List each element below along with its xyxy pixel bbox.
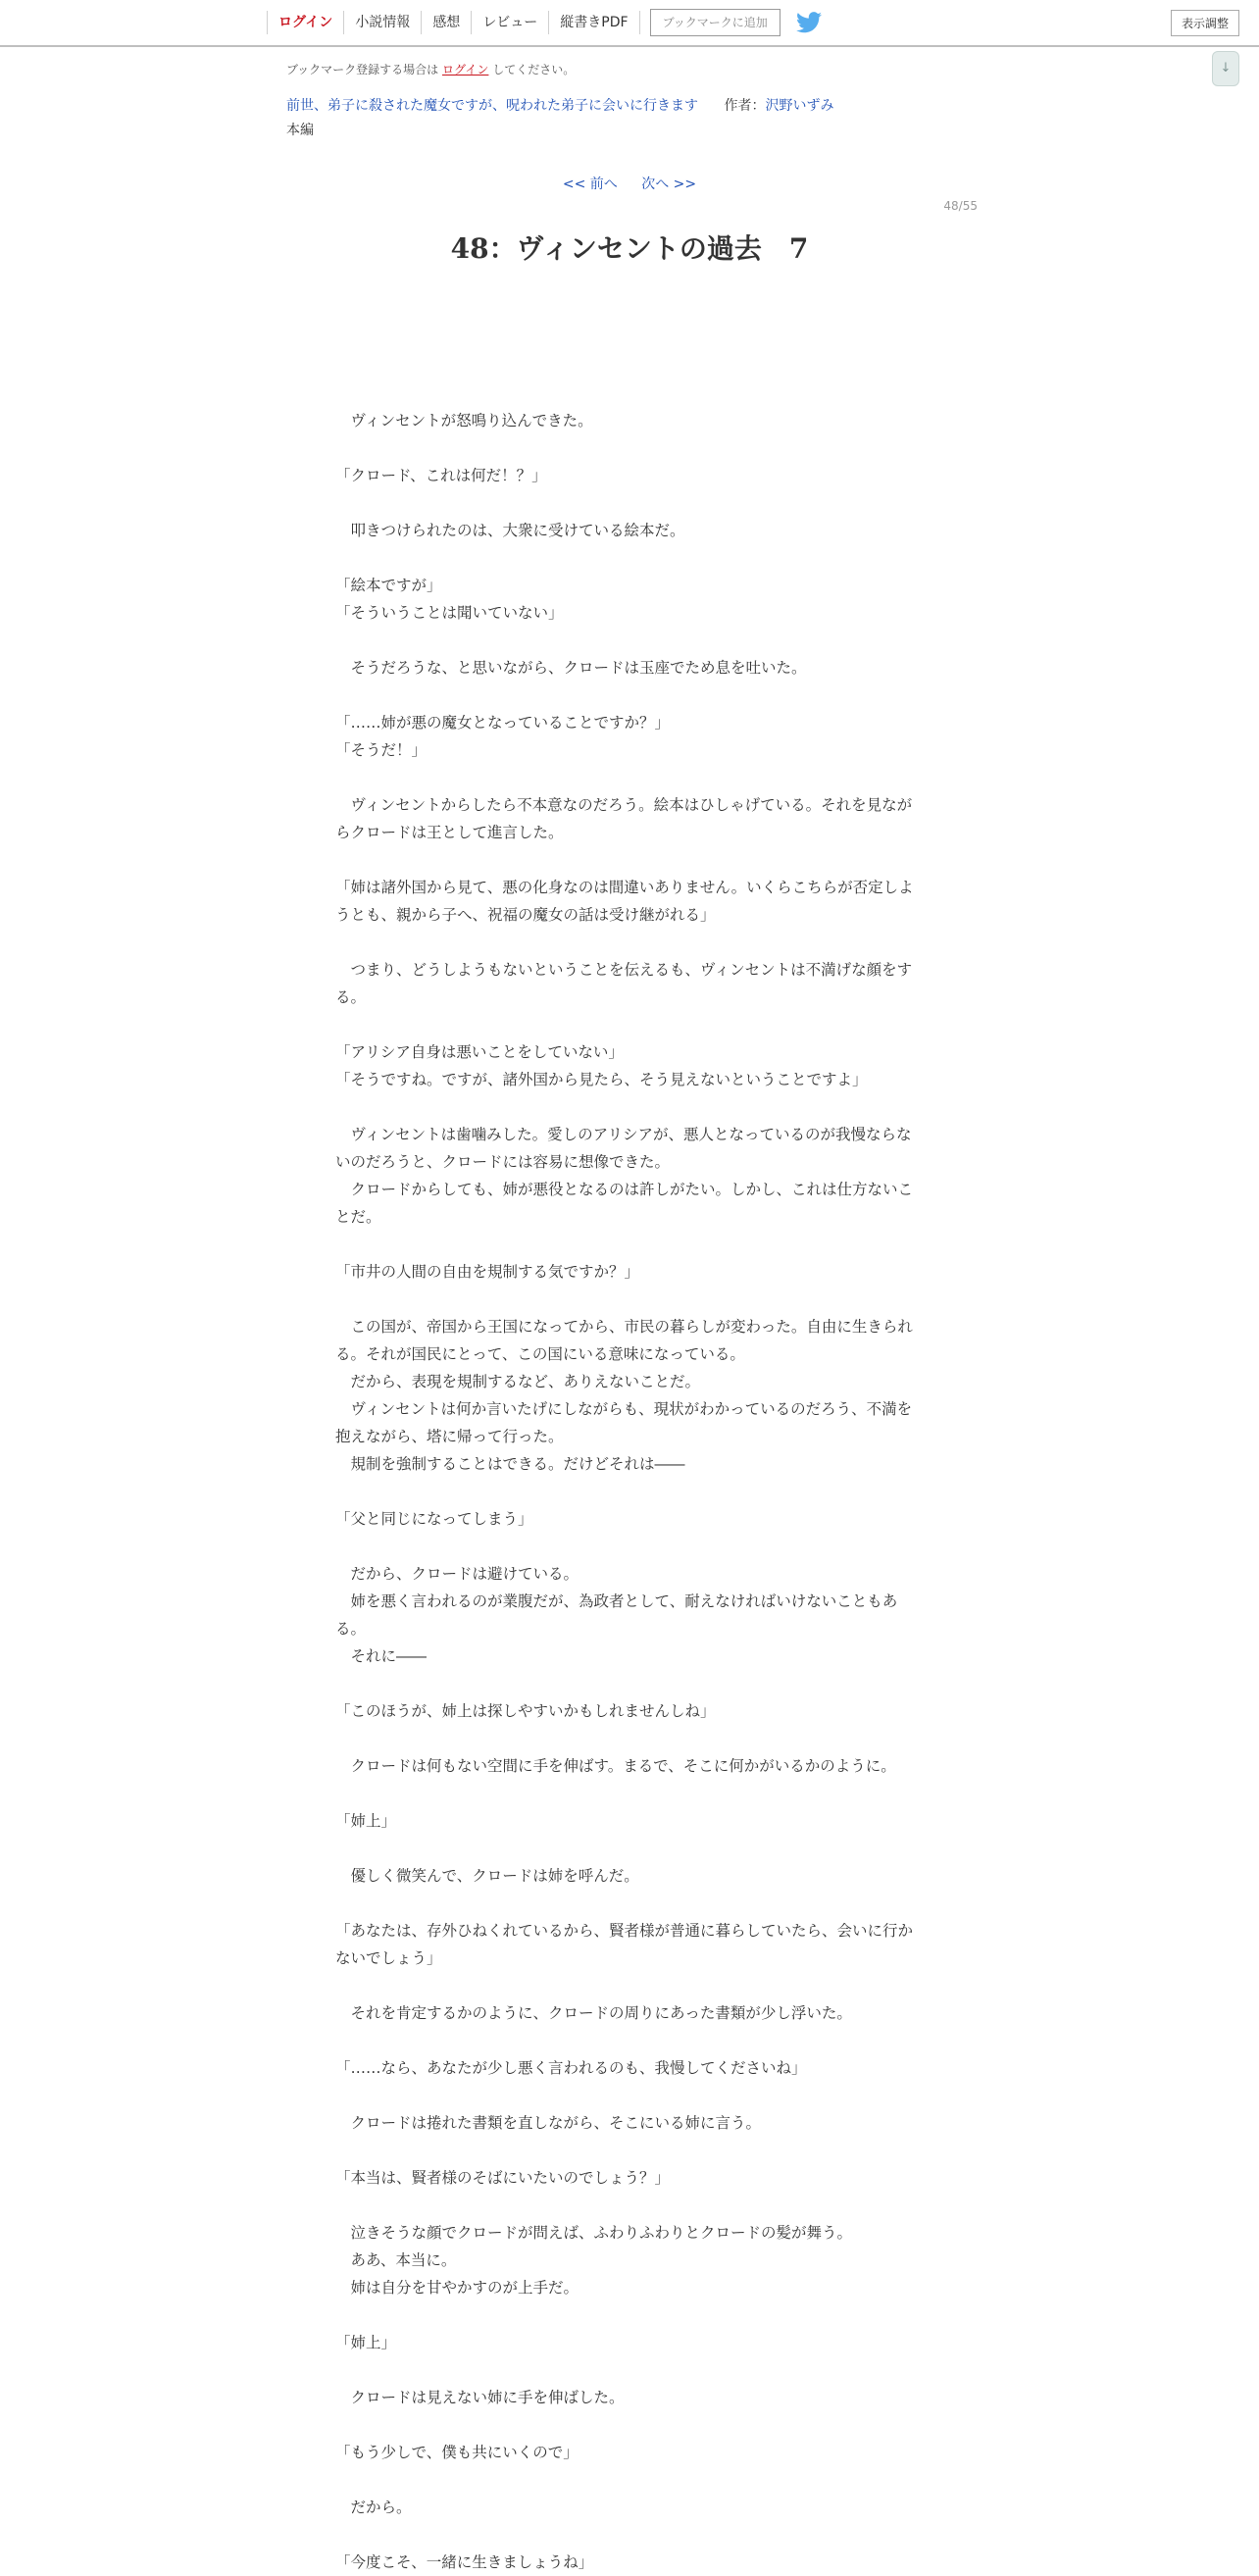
body-paragraph: 叩きつけられたのは、大衆に受けている絵本だ。: [335, 522, 685, 539]
body-paragraph: 「クロード、これは何だ！？」: [335, 467, 547, 484]
body-paragraph: 「……姉が悪の魔女となっていることですか？」: [335, 714, 671, 732]
novel-title-link[interactable]: 前世、弟子に殺された魔女ですが、呪われた弟子に会いに行きます: [286, 98, 698, 114]
body-paragraph: [335, 1780, 924, 1807]
body-paragraph: クロードは見えない姉に手を伸ばした。: [335, 2389, 625, 2406]
body-paragraph: [335, 489, 924, 517]
body-paragraph: クロードは何もない空間に手を伸ばす。まるで、そこに何かがいるかのように。: [335, 1757, 896, 1775]
prev-chapter-link[interactable]: << 前へ: [562, 177, 618, 192]
author-label: 作者：: [724, 98, 766, 114]
body-paragraph: [335, 1725, 924, 1752]
chapter-title: 48：ヴィンセントの過去 7: [450, 232, 809, 265]
body-paragraph: [335, 764, 924, 791]
body-paragraph: この国が、帝国から王国になってから、市民の暮らしが変わった。自由に生きられる。それが国民にとって、この国にいる意味になっている。: [335, 1318, 913, 1363]
body-paragraph: 「本当は、賢者様のそばにいたいのでしょう？」: [335, 2169, 671, 2187]
body-paragraph: 規制を強制することはできる。だけどそれは――: [335, 1455, 685, 1473]
nav-novel-info[interactable]: 小説情報: [343, 11, 421, 34]
body-paragraph: ヴィンセントが怒鳴り込んできた。: [335, 412, 593, 429]
body-paragraph: 「そうですね。ですが、諸外国から見たら、そう見えないということですよ」: [335, 1071, 868, 1088]
body-paragraph: ヴィンセントは歯噛みした。愛しのアリシアが、悪人となっているのが我慢ならないのだろうと、クロードには容易に想像できた。: [335, 1126, 912, 1171]
body-paragraph: [335, 1093, 924, 1121]
body-paragraph: 「そうだ！」: [335, 741, 428, 759]
section-name: 本編: [286, 123, 314, 138]
body-paragraph: 「父と同じになってしまう」: [335, 1510, 533, 1528]
body-paragraph: それを肯定するかのように、クロードの周りにあった書類が少し浮いた。: [335, 2004, 852, 2022]
body-paragraph: クロードは捲れた書類を直しながら、そこにいる姉に言う。: [335, 2114, 762, 2132]
body-paragraph: だから、表現を規制するなど、ありえないことだ。: [335, 1373, 701, 1390]
body-paragraph: [335, 1972, 924, 1999]
body-paragraph: 「もう少しで、僕も共にいくので」: [335, 2444, 579, 2461]
body-paragraph: [335, 544, 924, 572]
body-paragraph: [335, 2027, 924, 2054]
notice-text-after: してください。: [492, 63, 576, 76]
body-paragraph: 「このほうが、姉上は探しやすいかもしれませんしね」: [335, 1702, 716, 1720]
body-paragraph: [335, 846, 924, 874]
body-paragraph: [335, 2301, 924, 2329]
novel-meta: [286, 95, 833, 115]
body-paragraph: そうだろうな、と思いながら、クロードは玉座でため息を吐いた。: [335, 659, 807, 677]
body-paragraph: [335, 929, 924, 956]
body-paragraph: 泣きそうな顔でクロードが問えば、ふわりふわりとクロードの髪が舞う。: [335, 2224, 853, 2242]
body-paragraph: [335, 1231, 924, 1258]
chapter-body: [335, 352, 924, 2576]
body-paragraph: 「絵本ですが」: [335, 577, 442, 594]
body-paragraph: だから、クロードは避けている。: [335, 1565, 579, 1583]
body-paragraph: [335, 1890, 924, 1917]
body-paragraph: 姉を悪く言われるのが業腹だが、為政者として、耐えなければいけないこともある。: [335, 1592, 898, 1638]
body-paragraph: つまり、どうしようもないということを伝えるも、ヴィンセントは不満げな顔をする。: [335, 961, 913, 1006]
body-paragraph: ヴィンセントからしたら不本意なのだろう。絵本はひしゃげている。それを見ながらクロードは王として進言した。: [335, 796, 913, 841]
body-paragraph: クロードからしても、姉が悪役となるのは許しがたい。しかし、これは仕方ないことだ。: [335, 1181, 914, 1226]
body-paragraph: [335, 1478, 924, 1505]
body-paragraph: [335, 1835, 924, 1862]
display-settings-button[interactable]: 表示調整: [1171, 10, 1239, 36]
scroll-down-button[interactable]: ↓: [1212, 51, 1239, 86]
body-paragraph: [335, 1533, 924, 1560]
body-paragraph: 「姉は諸外国から見て、悪の化身なのは間違いありません。いくらこちらが否定しようとも、親から子へ、祝福の魔女の話は受け継がれる」: [335, 879, 914, 924]
body-paragraph: 「姉上」: [335, 2334, 397, 2351]
body-paragraph: [335, 682, 924, 709]
body-paragraph: [335, 1670, 924, 1697]
body-paragraph: [335, 352, 924, 379]
body-paragraph: 「あなたは、存外ひねくれているから、賢者様が普通に暮らしていたら、会いに行かないでしょう」: [335, 1922, 914, 1967]
notice-text-before: ブックマーク登録する場合は: [286, 63, 439, 76]
body-paragraph: 「市井の人間の自由を規制する気ですか？」: [335, 1263, 640, 1281]
body-paragraph: それに――: [335, 1647, 428, 1665]
body-paragraph: [335, 2521, 924, 2549]
top-navigation-bar: [0, 0, 1259, 47]
body-paragraph: [335, 2082, 924, 2109]
body-paragraph: [335, 2466, 924, 2494]
chapter-pager: [0, 174, 1259, 193]
body-paragraph: 優しく微笑んで、クロードは姉を呼んだ。: [335, 1867, 639, 1885]
body-paragraph: [335, 2411, 924, 2439]
nav-login[interactable]: ログイン: [267, 11, 343, 34]
body-paragraph: 「姉上」: [335, 1812, 397, 1830]
bookmark-login-notice: [286, 61, 575, 77]
nav-impressions[interactable]: 感想: [421, 11, 471, 34]
body-paragraph: だから。: [335, 2499, 412, 2516]
nav-review[interactable]: レビュー: [471, 11, 548, 34]
body-paragraph: [335, 1011, 924, 1038]
nav-vertical-pdf[interactable]: 縦書きPDF: [548, 11, 639, 34]
body-paragraph: [335, 434, 924, 462]
body-paragraph: [335, 2137, 924, 2164]
body-paragraph: ああ、本当に。: [335, 2251, 457, 2269]
body-paragraph: [335, 627, 924, 654]
add-bookmark-button[interactable]: ブックマークに追加: [650, 9, 781, 36]
notice-login-link[interactable]: ログイン: [442, 63, 489, 76]
body-paragraph: 「今度こそ、一緒に生きましょうね」: [335, 2553, 594, 2571]
body-paragraph: [335, 2356, 924, 2384]
body-paragraph: ヴィンセントは何か言いたげにしながらも、現状がわかっているのだろう、不満を抱えながら、塔に帰って行った。: [335, 1400, 913, 1445]
body-paragraph: [335, 2192, 924, 2219]
body-paragraph: 「そういうことは聞いていない」: [335, 604, 564, 622]
main-nav: [267, 0, 822, 45]
body-paragraph: 「アリシア自身は悪いことをしていない」: [335, 1043, 624, 1061]
body-paragraph: [335, 1286, 924, 1313]
body-paragraph: [335, 379, 924, 407]
body-paragraph: 「……なら、あなたが少し悪く言われるのも、我慢してくださいね」: [335, 2059, 807, 2077]
twitter-icon[interactable]: [796, 12, 822, 33]
chapter-counter: 48/55: [943, 199, 978, 213]
author-link[interactable]: 沢野いずみ: [765, 98, 834, 114]
next-chapter-link[interactable]: 次へ >>: [641, 177, 697, 192]
body-paragraph: 姉は自分を甘やかすのが上手だ。: [335, 2279, 579, 2297]
